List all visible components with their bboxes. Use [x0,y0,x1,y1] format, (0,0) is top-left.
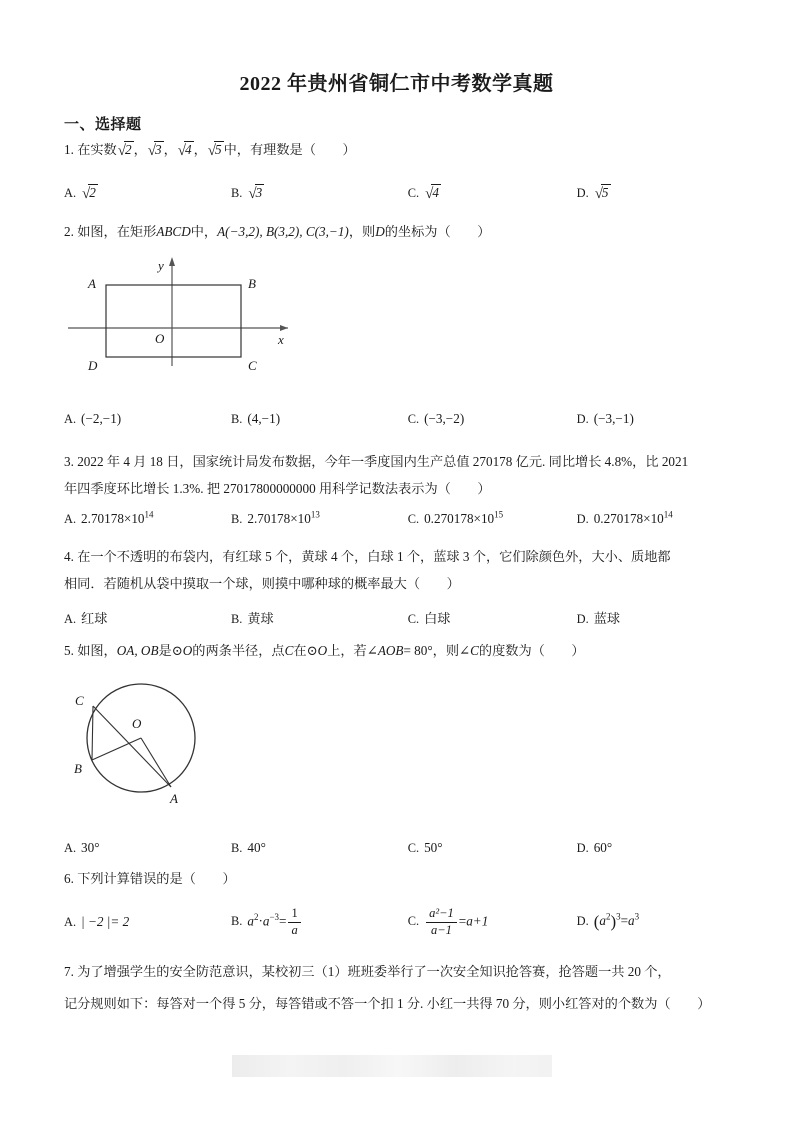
question-5-angle-value: = 80° [403,643,433,658]
radical-2: √2 [117,142,132,159]
option-label: B. [231,412,243,426]
question-7-close: ） [697,996,711,1011]
fraction: $\frac{\text{a²−1}}{a-1}$ [426,907,457,938]
question-3-option-b[interactable] [231,511,408,527]
option-label: C. [407,412,420,426]
question-4-line-1: 在一个不透明的布袋内，有红球 5 个，黄球 4 个，白球 1 个，蓝球 3 个，它们除颜色外，大小、质地都 [77,549,671,564]
question-2-number: 2. [64,224,74,239]
sep-2: ， [163,142,177,157]
question-5-text-f: ，则∠ [432,643,471,658]
section-heading: 一、选择题 [64,117,142,133]
question-5-close: ） [571,643,585,658]
label-A: A [88,276,96,291]
label-C: C [75,693,84,708]
option-label: C. [407,612,420,626]
question-3-stem-line-2 [64,479,732,499]
question-2-text-b: 中， [190,224,218,239]
question-1-number: 1. [64,142,74,157]
question-5-option-d[interactable] [577,840,732,856]
label-O: O [155,331,165,346]
question-6-option-c[interactable] [408,907,577,938]
page-title: 2022 年贵州省铜仁市中考数学真题 [239,73,554,95]
question-5-figure [66,676,241,814]
option-label: C. [407,186,420,200]
option-text: (−3,−2) [424,411,465,426]
option-label: B. [231,186,243,200]
label-D: D [88,358,98,370]
radical-4: √4 [177,142,192,159]
question-6-option-b[interactable] [231,907,408,938]
question-7-stem-line-2 [64,994,732,1014]
question-5-option-a[interactable] [64,840,231,856]
label-C: C [248,358,257,370]
question-5-number: 5. [64,643,74,658]
question-2-text-a: 如图，在矩形 [77,224,157,239]
option-label: D. [576,512,589,526]
option-expression: $a^2\cdot a^{-3}=$ $\frac{1}{a}$ [247,907,302,938]
option-label: B. [231,512,243,526]
option-text: $0.270178\times 10^{15}$ [424,509,504,526]
question-5-text-b: 是⊙ [158,643,183,658]
option-text: (4,−1) [247,411,281,426]
question-7-stem-line-1 [64,962,732,982]
option-radical: √2 [82,185,96,202]
question-2-stem [64,222,732,242]
question-1-stem [64,140,732,160]
rectangle-coordinate-plane [66,252,296,370]
option-text: 黄球 [247,611,274,626]
option-radical: √3 [248,185,263,202]
label-A: A [170,791,178,806]
question-5-point: C [284,643,294,658]
question-6-option-a[interactable] [64,914,231,930]
question-6-number: 6. [64,871,74,886]
question-5-text-d: 在⊙ [293,643,318,658]
question-1-option-a[interactable] [64,184,231,202]
question-2-var: D [375,224,385,239]
option-label: C. [407,512,420,526]
question-5-option-b[interactable] [231,840,408,856]
question-7-number: 7. [64,964,74,979]
watermark [232,1055,552,1077]
radical-3: √3 [147,142,162,159]
question-3-stem-line-1 [64,452,732,472]
sep-3: ， [193,142,207,157]
option-label: A. [64,186,77,200]
label-O: O [132,716,142,731]
question-3-options [64,511,732,527]
question-5-text-g: 的度数为（ [478,643,545,658]
question-6-close: ） [222,871,236,886]
question-1-close: ） [342,142,356,157]
question-3-close: ） [477,481,491,496]
option-radical: √4 [425,185,439,202]
option-label: C. [407,914,420,929]
question-6-options [64,907,732,938]
option-text: 红球 [81,611,108,626]
question-1-option-d[interactable] [577,184,732,202]
question-3-option-d[interactable] [577,511,732,527]
option-label: D. [576,914,589,929]
question-5-angle-2: C [470,643,479,658]
question-1-options [64,184,732,202]
question-1-option-b[interactable] [231,184,408,202]
question-5-options [64,840,732,856]
question-4-close: ） [446,576,460,591]
option-radical: √5 [594,185,609,202]
circle-inscribed-angle [66,676,241,809]
question-5-text-a: 如图， [77,643,117,658]
option-expression: $\frac{\text{a²−1}}{a-1}$ =a+1 [424,907,488,938]
option-text: $2.70178\times 10^{14}$ [81,509,154,526]
question-5-stem [64,641,732,661]
question-4-option-b[interactable] [231,608,408,627]
question-4-options [64,608,732,627]
option-label: A. [64,612,77,626]
option-label: B. [231,914,243,929]
question-5-text-e: 上，若∠ [327,643,378,658]
question-1-text: 在实数 [77,142,117,157]
question-4-stem-line-2 [64,574,732,594]
question-2-points: A(−3,2), B(3,2), C(3,−1) [217,224,349,239]
question-4-stem-line-1 [64,547,732,567]
question-2-text-c: ，则 [348,224,376,239]
option-expression: | −2 |= 2 [81,914,130,930]
option-label: D. [576,412,589,426]
question-6-stem [64,869,732,889]
option-label: A. [64,915,77,930]
question-4-line-2: 相同．若随机从袋中摸取一个球，则摸中哪种球的概率最大（ [64,576,421,591]
question-3-option-a[interactable] [64,511,231,527]
option-text: 60° [593,840,613,855]
question-5-text-c: 的两条半径，点 [192,643,285,658]
option-text: 30° [81,840,100,855]
question-2-close: ） [477,224,491,239]
option-label: D. [576,612,589,626]
option-text: $2.70178\times 10^{13}$ [247,509,320,526]
option-text: 40° [247,840,266,855]
question-5-circle: O [182,643,193,658]
question-1-suffix: 中，有理数是（ [223,142,316,157]
fraction: $\frac{1}{a}$ [288,907,300,938]
question-7-line-2: 记分规则如下：每答对一个得 5 分，每答错或不答一个扣 1 分. 小红一共得 70 分，则小红答对的个数为（ [64,996,671,1011]
label-B: B [74,761,82,776]
question-6-text: 下列计算错误的是（ [77,871,196,886]
question-3-number: 3. [64,454,74,469]
question-5-option-c[interactable] [408,840,577,856]
option-text: (−3,−1) [593,411,634,426]
question-3-option-c[interactable] [408,511,577,527]
question-2-figure [66,252,296,375]
question-4-number: 4. [64,549,74,564]
option-text: 50° [424,840,443,855]
question-2-option-a[interactable] [64,411,231,427]
option-text: 蓝球 [593,611,621,626]
option-label: C. [407,841,420,855]
option-label: B. [231,841,243,855]
label-x-axis: x [278,332,284,347]
option-label: A. [64,412,77,426]
question-5-radii: OA, OB [116,643,159,658]
option-text: 白球 [424,611,451,626]
radical-5: √5 [207,142,222,159]
question-6-option-d[interactable] [577,912,732,932]
question-5-angle-name: AOB [377,643,404,658]
label-B: B [248,276,256,291]
option-label: B. [231,612,243,626]
option-expression: $(a^2)^3=a^3$ [593,911,640,932]
question-3-line-1: 2022 年 4 月 18 日，国家统计局发布数据，今年一季度国内生产总值 270178 亿元. 同比增长 4.8%，比 2021 [77,454,689,469]
sep-1: ， [133,142,147,157]
rect-name: ABCD [156,224,191,239]
question-4-option-d[interactable] [577,608,732,627]
question-2-option-d[interactable] [577,411,732,427]
question-2-option-b[interactable] [231,411,408,427]
question-4-option-c[interactable] [408,608,577,627]
option-label: A. [64,841,77,855]
question-5-circle-2: O [317,643,328,658]
question-4-option-a[interactable] [64,608,231,627]
option-text: $0.270178\times 10^{14}$ [593,509,673,526]
option-text: (−2,−1) [81,411,122,426]
label-y-axis: y [158,258,164,273]
question-2-options [64,411,732,427]
option-label: D. [576,186,589,200]
question-2-text-d: 的坐标为（ [384,224,451,239]
question-3-line-2: 年四季度环比增长 1.3%. 把 27017800000000 用科学记数法表示为（ [64,481,451,496]
option-label: A. [64,512,77,526]
option-label: D. [576,841,589,855]
question-2-option-c[interactable] [408,411,577,427]
question-1-option-c[interactable] [408,184,577,202]
question-7-line-1: 为了增强学生的安全防范意识，某校初三（1）班班委举行了一次安全知识抢答赛，抢答题一共 20 个， [77,964,671,979]
